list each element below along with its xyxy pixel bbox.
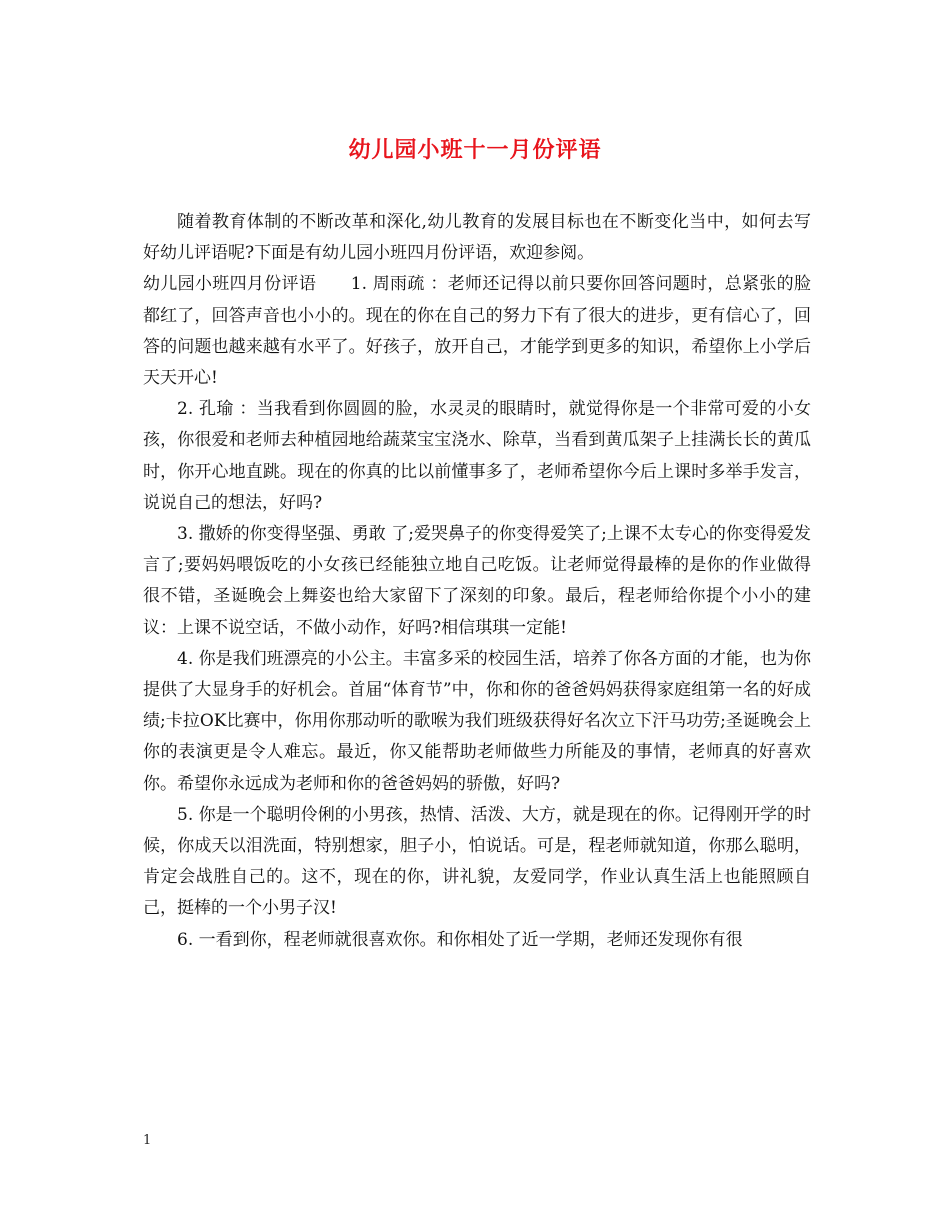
- document-title: 幼儿园小班十一月份评语: [348, 137, 602, 163]
- document-body: [143, 207, 811, 956]
- paragraph-comment-6: 6. 一看到你，程老师就很喜欢你。和你相处了近一学期，老师还发现你有很: [177, 929, 743, 950]
- paragraph-comment-3: 3. 撒娇的你变得坚强、勇敢 了;爱哭鼻子的你变得爱笑了;上课不太专心的你变得爱发言了;要妈妈喂饭吃的小女孩已经能独立地自己吃饭。让老师觉得最棒的是你的作业做得很不错，圣诞晚会上舞姿也给大家留下了深刻的印象。最后，程老师给你提个小小的建议：上课不说空话，不做小动作，好吗?相信琪琪一定能!: [143, 524, 811, 638]
- page-number: 1: [143, 1133, 152, 1148]
- paragraph-comment-5: 5. 你是一个聪明伶俐的小男孩，热情、活泼、大方，就是现在的你。记得刚开学的时候，你成天以泪洗面，特别想家，胆子小，怕说话。可是，程老师就知道，你那么聪明，肯定会战胜自己的。这不，现在的你，讲礼貌，友爱同学，作业认真生活上也能照顾自己，挺棒的一个小男子汉!: [143, 804, 811, 919]
- paragraph-comment-2: 2. 孔瑜 ：当我看到你圆圆的脸，水灵灵的眼睛时，就觉得你是一个非常可爱的小女孩，你很爱和老师去种植园地给蔬菜宝宝浇水、除草，当看到黄瓜架子上挂满长长的黄瓜时，你开心地直跳。现在的你真的比以前懂事多了，老师希望你今后上课时多举手发言，说说自己的想法，好吗?: [143, 399, 811, 513]
- paragraph-intro: 随着教育体制的不断改革和深化,幼儿教育的发展目标也在不断变化当中，如何去写好幼儿评语呢?下面是有幼儿园小班四月份评语，欢迎参阅。: [143, 212, 811, 264]
- paragraph-comment-4: 4. 你是我们班漂亮的小公主。丰富多采的校园生活，培养了你各方面的才能，也为你提供了大显身手的好机会。首届“体育节”中，你和你的爸爸妈妈获得家庭组第一名的好成绩;卡拉OK比赛中，你用你那动听的歌喉为我们班级获得好名次立下汗马功劳;圣诞晚会上你的表演更是令人难忘。最近，你又能帮助老师做些力所能及的事情，老师真的好喜欢你。希望你永远成为老师和你的爸爸妈妈的骄傲，好吗?: [143, 648, 811, 794]
- paragraph-comment-1: 幼儿园小班四月份评语 1. 周雨疏 ：老师还记得以前只要你回答问题时，总紧张的脸都红了，回答声音也小小的。现在的你在自己的努力下有了很大的进步，更有信心了，回答的问题也越来越有水平了。好孩子，放开自己，才能学到更多的知识，希望你上小学后天天开心!: [143, 274, 811, 389]
